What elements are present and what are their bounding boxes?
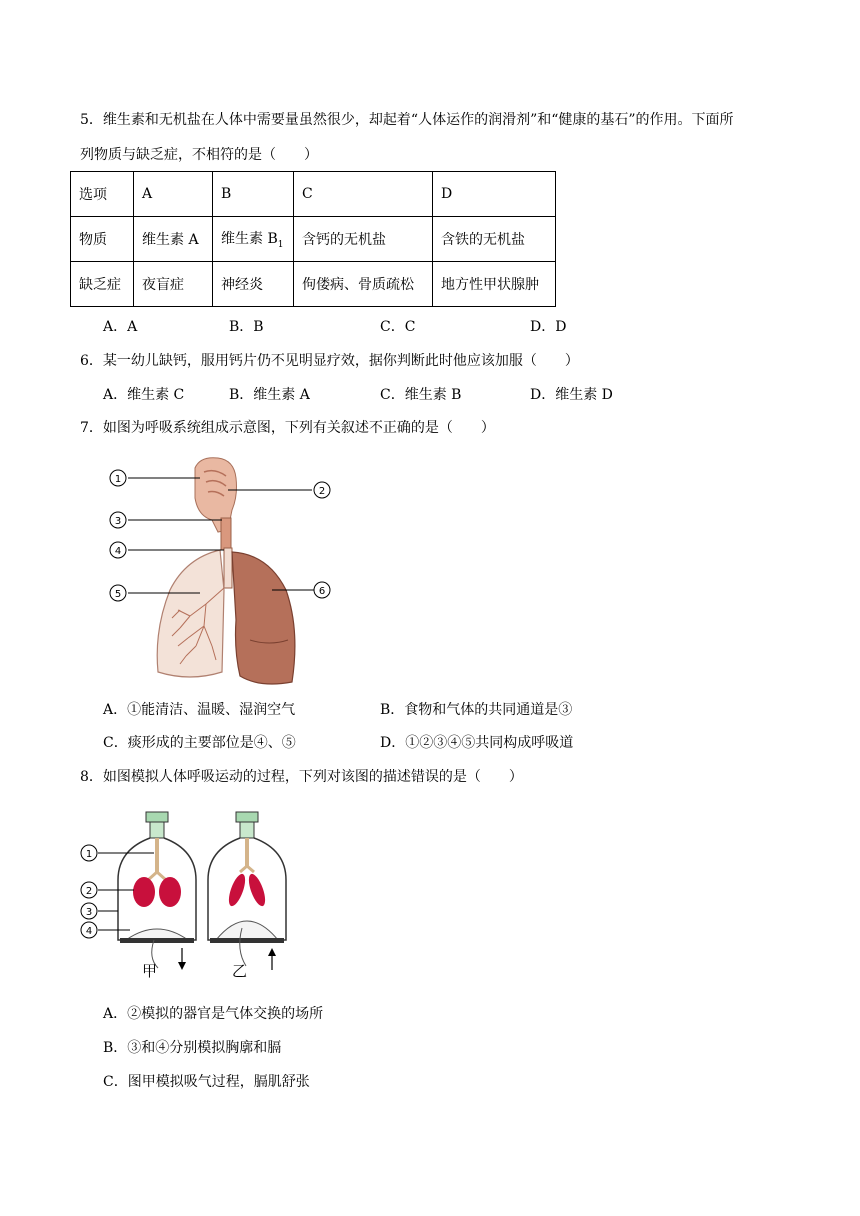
q5-stem-line2: 列物质与缺乏症，不相符的是（ ） — [80, 147, 318, 163]
figure-label-1: 1 — [85, 849, 93, 860]
table-cell: 神经炎 — [213, 262, 294, 307]
jar-yi — [208, 812, 286, 970]
table-cell: 选项 — [71, 172, 134, 217]
q8-option-a[interactable]: A．②模拟的器官是气体交换的场所 — [103, 1006, 324, 1022]
breathing-model-figure — [78, 810, 318, 990]
table-cell: A — [134, 172, 213, 217]
q5-table — [70, 171, 556, 307]
figure-label-1: 1 — [114, 474, 122, 485]
q5-stem-line1: 5．维生素和无机盐在人体中需要量虽然很少，却起着“人体运作的润滑剂”和“健康的基石”的作用。下面所 — [80, 112, 734, 128]
table-cell: 含铁的无机盐 — [433, 217, 556, 262]
q5-option-b[interactable]: B．B — [229, 319, 264, 335]
q6-option-c[interactable]: C．维生素 B — [380, 387, 462, 403]
right-lung-shape — [232, 552, 295, 684]
subscript: 1 — [277, 239, 284, 250]
trachea-shape — [224, 548, 232, 588]
cell-text: 维生素 B — [221, 231, 278, 248]
table-cell: B — [213, 172, 294, 217]
jar-jia — [118, 812, 196, 970]
larynx-shape — [221, 518, 231, 550]
figure-label-2: 2 — [85, 886, 93, 897]
table-row — [71, 217, 556, 262]
q8-option-c[interactable]: C．图甲模拟吸气过程，膈肌舒张 — [103, 1074, 310, 1090]
table-cell: 佝偻病、骨质疏松 — [294, 262, 433, 307]
figure-label-4: 4 — [114, 546, 122, 557]
q6-option-d[interactable]: D．维生素 D — [530, 387, 613, 403]
table-cell: C — [294, 172, 433, 217]
table-cell: D — [433, 172, 556, 217]
table-cell — [213, 217, 294, 262]
table-cell: 地方性甲状腺肿 — [433, 262, 556, 307]
q7-option-a[interactable]: A．①能清洁、温暖、湿润空气 — [103, 702, 296, 718]
figure-label-6: 6 — [318, 586, 326, 597]
q8-option-b[interactable]: B．③和④分别模拟胸廓和膈 — [103, 1040, 282, 1056]
q7-option-b[interactable]: B．食物和气体的共同通道是③ — [380, 702, 573, 718]
q6-stem: 6．某一幼儿缺钙，服用钙片仍不见明显疗效，据你判断此时他应该加服（ ） — [80, 353, 579, 369]
table-cell: 含钙的无机盐 — [294, 217, 433, 262]
q6-option-a[interactable]: A．维生素 C — [103, 387, 185, 403]
left-lung-outline — [157, 550, 224, 677]
q7-stem: 7．如图为呼吸系统组成示意图，下列有关叙述不正确的是（ ） — [80, 420, 495, 436]
table-header-row — [71, 172, 556, 217]
figure-label-5: 5 — [114, 589, 122, 600]
q5-option-a[interactable]: A．A — [103, 319, 138, 335]
table-cell: 缺乏症 — [71, 262, 134, 307]
table-row — [71, 262, 556, 307]
figure-label-2: 2 — [318, 486, 326, 497]
q5-option-c[interactable]: C．C — [380, 319, 416, 335]
q5-option-d[interactable]: D．D — [530, 319, 567, 335]
table-cell: 维生素 A — [134, 217, 213, 262]
jar-label-jia: 甲 — [142, 962, 158, 980]
q8-stem: 8．如图模拟人体呼吸运动的过程，下列对该图的描述错误的是（ ） — [80, 769, 523, 785]
figure-label-3: 3 — [114, 516, 122, 527]
table-cell: 夜盲症 — [134, 262, 213, 307]
q7-option-d[interactable]: D．①②③④⑤共同构成呼吸道 — [380, 735, 574, 751]
figure-label-3: 3 — [85, 907, 93, 918]
q6-option-b[interactable]: B．维生素 A — [229, 387, 310, 403]
jar-label-yi: 乙 — [232, 962, 248, 980]
table-cell: 物质 — [71, 217, 134, 262]
q7-option-c[interactable]: C．痰形成的主要部位是④、⑤ — [103, 735, 296, 751]
respiratory-system-figure — [100, 450, 350, 690]
figure-label-4: 4 — [85, 926, 93, 937]
